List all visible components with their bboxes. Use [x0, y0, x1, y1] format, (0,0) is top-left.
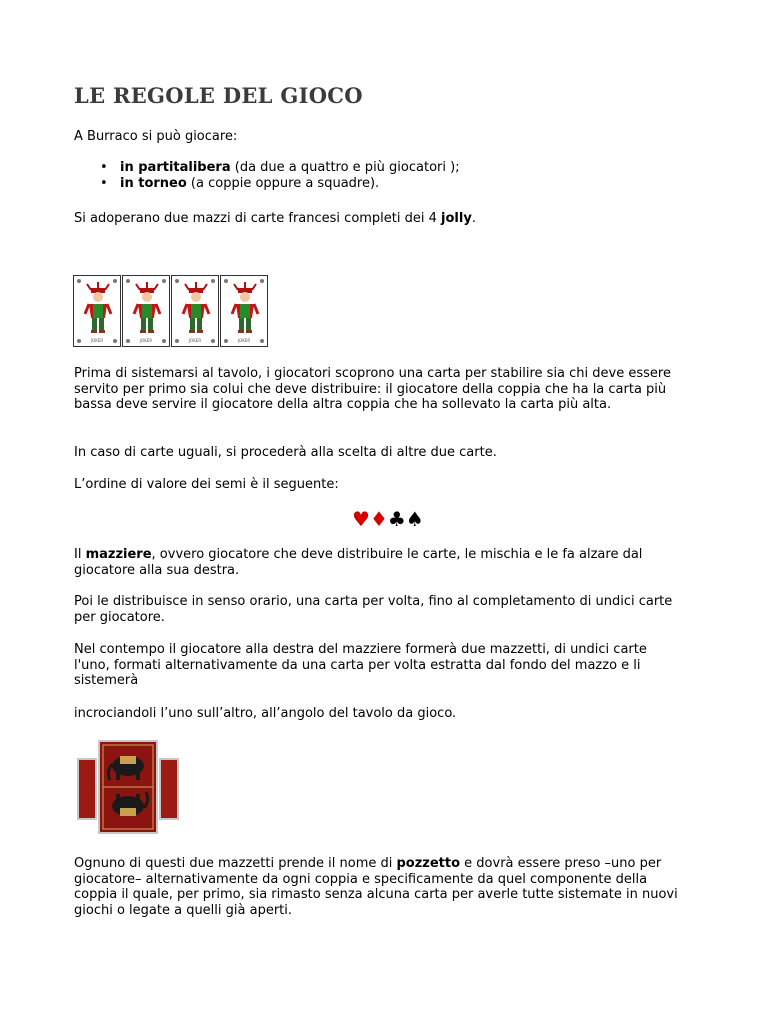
joker-card [73, 275, 121, 347]
card-back-left [77, 758, 97, 820]
jolly-bold: jolly [441, 211, 472, 226]
spades-icon: ♠ [405, 507, 424, 531]
joker-figure-icon [83, 282, 113, 336]
paragraph-distribuisce: Poi le distribuisce in senso orario, una carta per volta, fino al completamento di undici carte per giocatore. [74, 594, 673, 625]
card-back-right [159, 758, 179, 820]
list-item-text: (a coppie oppure a squadre). [186, 176, 380, 191]
list-item [100, 160, 460, 176]
text: . [471, 211, 476, 226]
intro-text: A Burraco si può giocare: [74, 129, 238, 144]
text: , ovvero giocatore che deve distribuire le carte, le mischia e le fa alzare dal giocatore alla sua destra. [74, 547, 643, 578]
text: Si adoperano due mazzi di carte francesi completi dei 4 [74, 211, 442, 226]
joker-card [122, 275, 170, 347]
joker-label: JOKER [139, 338, 153, 343]
joker-figure-icon [230, 282, 260, 336]
page-title: LE REGOLE DEL GIOCO [74, 83, 363, 108]
paragraph-incrociandoli: incrociandoli l’uno sull’altro, all’angolo del tavolo da gioco. [74, 706, 457, 721]
joker-card [171, 275, 219, 347]
card-back-main [98, 740, 158, 834]
paragraph-contempo: Nel contempo il giocatore alla destra del mazziere formerà due mazzetti, di undici carte l'uno, formati alternativamente da una carta per volta estratta dal fondo del mazzo e li sistemerà [74, 642, 647, 688]
pozzetto-cards-image [77, 740, 177, 836]
joker-figure-icon [181, 282, 211, 336]
diamonds-icon: ♦ [369, 507, 388, 531]
paragraph-ordine: L’ordine di valore dei semi è il seguente: [74, 477, 339, 492]
text: e dovrà essere preso –uno per giocatore– alternativamente da ogni coppia e specificamente da quel componente della coppia il quale, per primo, sia rimasto senza alcuna carta per averle tutte sistemate in nuovi giochi o legate a quelli già aperti. [74, 856, 678, 918]
paragraph-mazziere [74, 547, 684, 578]
pozzetto-bold: pozzetto [396, 856, 461, 871]
joker-figure-icon [132, 282, 162, 336]
text: Il [74, 547, 86, 562]
joker-label: JOKER [188, 338, 202, 343]
joker-label: JOKER [90, 338, 104, 343]
mazziere-bold: mazziere [85, 547, 152, 562]
jokers-image [73, 275, 275, 349]
suit-order [352, 508, 424, 530]
joker-card [220, 275, 268, 347]
paragraph-mazzi [74, 211, 684, 227]
paragraph-ognuno [74, 856, 684, 918]
hearts-icon: ♥ [352, 507, 370, 531]
list-item-bold: in partitalibera [120, 160, 231, 175]
text: Ognuno di questi due mazzetti prende il nome di [74, 856, 397, 871]
list-item-bold: in torneo [120, 176, 187, 191]
paragraph-prima: Prima di sistemarsi al tavolo, i giocatori scoprono una carta per stabilire sia chi deve essere servito per primo sia colui che deve distribuire: il giocatore della coppia che ha la carta più bassa deve servire il giocatore della altra coppia che ha sollevato la carta più alta. [74, 366, 671, 412]
play-modes-list [100, 160, 460, 192]
paragraph-uguali: In caso di carte uguali, si procederà alla scelta di altre due carte. [74, 445, 497, 460]
list-item [100, 176, 460, 192]
joker-label: JOKER [237, 338, 251, 343]
list-item-text: (da due a quattro e più giocatori ); [230, 160, 460, 175]
clubs-icon: ♣ [387, 507, 406, 531]
